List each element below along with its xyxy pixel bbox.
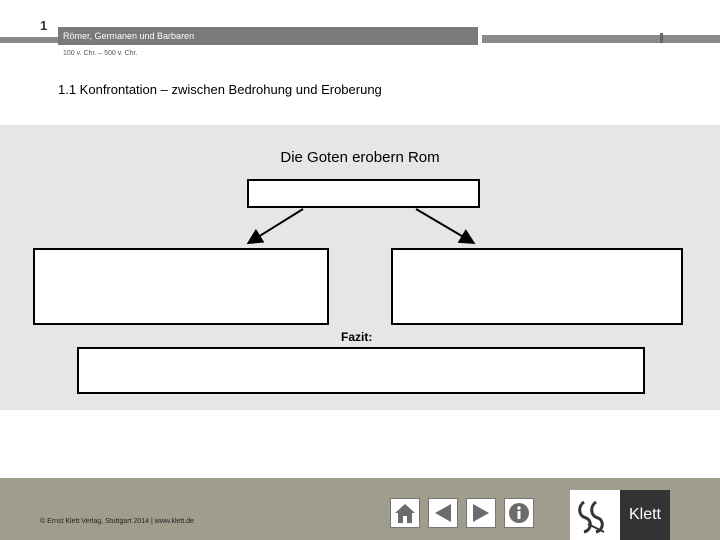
- arrow-left: [250, 209, 303, 242]
- arrow-right: [416, 209, 472, 242]
- fazit-text-box[interactable]: [77, 347, 645, 394]
- fazit-label: Fazit:: [341, 330, 373, 344]
- klett-logo-text: Klett: [620, 490, 670, 540]
- klett-mark-icon: [576, 496, 616, 536]
- diagram-heading: Die Goten erobern Rom: [280, 149, 440, 166]
- header-title: Römer, Germanen und Barbaren: [63, 31, 195, 41]
- home-button[interactable]: [390, 498, 420, 528]
- arrow-left-icon: [432, 502, 454, 524]
- info-icon: [508, 502, 530, 524]
- copyright-text: © Ernst Klett Verlag, Stuttgart 2014 | www.klett.de: [40, 518, 195, 525]
- header-subtitle: 100 v. Chr. – 500 v. Chr.: [63, 50, 138, 57]
- home-icon: [393, 502, 417, 524]
- info-button[interactable]: [504, 498, 534, 528]
- section-title: 1.1 Konfrontation – zwischen Bedrohung und Eroberung: [58, 82, 382, 97]
- next-button[interactable]: [466, 498, 496, 528]
- previous-button[interactable]: [428, 498, 458, 528]
- chapter-number: 1: [40, 18, 48, 33]
- arrow-right-icon: [470, 502, 492, 524]
